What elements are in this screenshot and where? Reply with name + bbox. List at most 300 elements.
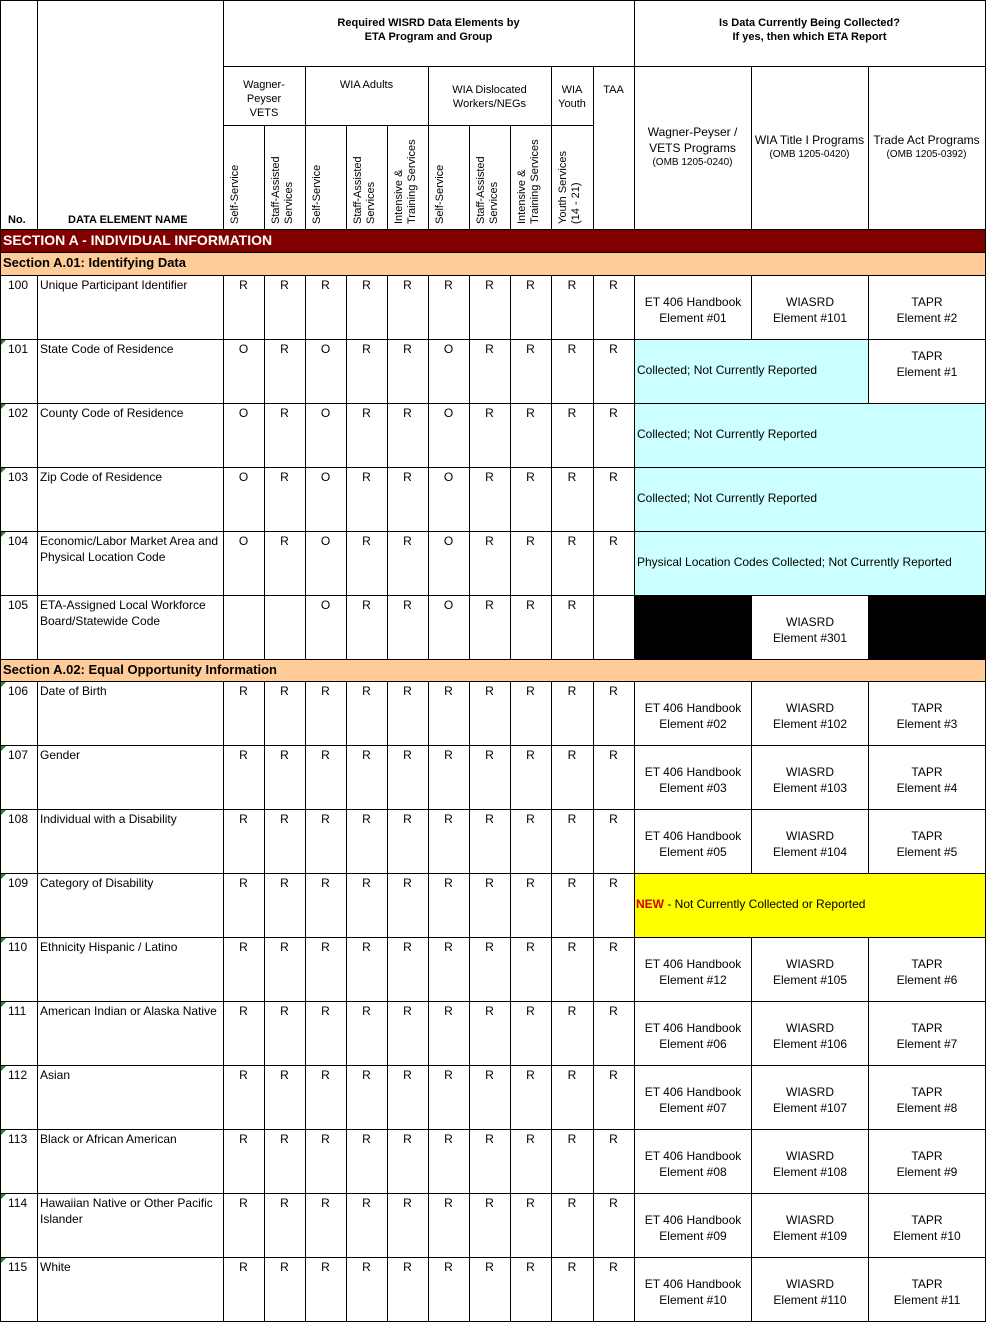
report-reference: WIASRD Element #103: [772, 764, 848, 795]
grid-line-v: [634, 595, 635, 660]
grid-line-v: [37, 873, 38, 938]
requirement-code: R: [280, 534, 289, 548]
grid-line-v: [346, 125, 347, 230]
grid-line-v: [868, 1193, 869, 1258]
grid-line-v: [593, 275, 594, 340]
grid-line-v: [751, 681, 752, 746]
grid-line-v: [37, 275, 38, 340]
comment-indicator: [1, 532, 6, 537]
grid-line-v: [428, 1129, 429, 1194]
row-number: 108: [8, 812, 29, 826]
required-elements-title: Required WISRD Data Elements by ETA Program and Group: [337, 17, 520, 43]
requirement-code: R: [321, 940, 330, 954]
service-subcolumn-header: Self-Service: [229, 164, 241, 224]
grid-line-v: [551, 595, 552, 660]
grid-line-v: [387, 595, 388, 660]
grid-line-v: [868, 1065, 869, 1130]
requirement-code: R: [362, 406, 371, 420]
report-reference: WIASRD Element #109: [772, 1212, 848, 1243]
grid-line-v: [387, 339, 388, 404]
grid-line-v: [387, 1257, 388, 1322]
grid-line-v: [551, 937, 552, 1002]
requirement-code: R: [485, 598, 494, 612]
requirement-code: R: [567, 278, 577, 292]
requirement-code: R: [444, 876, 453, 890]
requirement-code: R: [526, 1004, 535, 1018]
data-element-name: Ethnicity Hispanic / Latino: [40, 940, 178, 954]
requirement-code: R: [403, 598, 412, 612]
data-element-name: Individual with a Disability: [40, 812, 177, 826]
requirement-code: R: [403, 940, 412, 954]
requirement-code: R: [609, 812, 618, 826]
grid-line-v: [387, 1193, 388, 1258]
grid-line-h: [0, 809, 986, 810]
grid-line-h: [0, 275, 986, 276]
requirement-code: R: [526, 534, 535, 548]
grid-line-v: [751, 1193, 752, 1258]
grid-line-v: [428, 745, 429, 810]
grid-line-v: [346, 403, 347, 468]
requirement-code: R: [526, 406, 535, 420]
requirement-code: R: [567, 342, 577, 356]
comment-indicator: [1, 1258, 6, 1263]
requirement-code: R: [485, 940, 494, 954]
grid-line-v: [37, 595, 38, 660]
service-subcolumn-header: Staff-Assisted Services: [270, 156, 295, 224]
grid-line-v: [510, 1193, 511, 1258]
data-element-name: Unique Participant Identifier: [40, 278, 188, 292]
grid-line-v: [264, 125, 265, 230]
grid-line-v: [264, 681, 265, 746]
grid-line-h: [0, 1129, 986, 1130]
grid-line-v: [551, 531, 552, 596]
grid-line-v: [223, 1257, 224, 1322]
grid-line-v: [387, 1129, 388, 1194]
row-number: 114: [8, 1196, 28, 1210]
requirement-code: R: [485, 470, 494, 484]
grid-line-h: [0, 1321, 986, 1322]
grid-line-v: [510, 467, 511, 532]
grid-line-v: [510, 873, 511, 938]
requirement-code: R: [321, 1132, 330, 1146]
requirement-code: R: [362, 598, 371, 612]
grid-line-v: [428, 937, 429, 1002]
grid-line-h: [0, 252, 986, 253]
grid-line-v: [868, 937, 869, 1002]
requirement-code: R: [362, 470, 371, 484]
grid-line-v: [223, 681, 224, 746]
grid-line-v: [305, 1001, 306, 1066]
data-element-name: Category of Disability: [40, 876, 154, 890]
grid-line-v: [305, 1257, 306, 1322]
grid-line-h: [0, 873, 986, 874]
grid-line-v: [387, 809, 388, 874]
grid-line-v: [634, 1065, 635, 1130]
grid-line-v: [510, 275, 511, 340]
collected-status: Collected; Not Currently Reported: [637, 491, 818, 505]
requirement-code: R: [485, 1196, 494, 1210]
grid-line-v: [469, 681, 470, 746]
grid-line-v: [305, 809, 306, 874]
requirement-code: R: [403, 470, 412, 484]
requirement-code: R: [485, 534, 494, 548]
report-reference: ET 406 Handbook Element #12: [644, 956, 742, 987]
grid-line-v: [868, 275, 869, 340]
grid-line-v: [428, 467, 429, 532]
requirement-code: R: [609, 940, 618, 954]
service-subcolumn-header: Staff-Assisted Services: [475, 156, 500, 224]
grid-line-v: [510, 809, 511, 874]
grid-line-v: [634, 873, 635, 938]
requirement-code: R: [321, 1004, 330, 1018]
grid-line-h: [0, 1193, 986, 1194]
grid-line-v: [387, 403, 388, 468]
grid-line-v: [305, 1129, 306, 1194]
grid-line-v: [264, 1129, 265, 1194]
grid-line-v: [428, 595, 429, 660]
service-subcolumn-header: Staff-Assisted Services: [352, 156, 377, 224]
subsection-a01-title: Section A.01: Identifying Data: [3, 255, 186, 270]
grid-line-v: [469, 1257, 470, 1322]
grid-line-v: [428, 531, 429, 596]
grid-line-v: [634, 531, 635, 596]
grid-line-v: [264, 809, 265, 874]
grid-line-v: [469, 125, 470, 230]
requirement-code: R: [362, 876, 371, 890]
requirement-code: R: [609, 342, 618, 356]
report-column-header: Wagner-Peyser / VETS Programs (OMB 1205-0240): [647, 125, 738, 168]
grid-line-v: [593, 745, 594, 810]
requirement-code: R: [280, 1004, 289, 1018]
report-reference: WIASRD Element #301: [772, 614, 848, 645]
requirement-code: R: [485, 1132, 494, 1146]
grid-line-v: [223, 1129, 224, 1194]
grid-line-v: [469, 403, 470, 468]
currently-collected-title: Is Data Currently Being Collected? If yes, then which ETA Report: [719, 17, 900, 43]
grid-line-h: [0, 339, 986, 340]
grid-line-v: [510, 339, 511, 404]
grid-line-v: [510, 1129, 511, 1194]
grid-line-h: [0, 531, 986, 532]
data-element-name: State Code of Residence: [40, 342, 174, 356]
requirement-code: R: [239, 940, 248, 954]
row-number: 102: [8, 406, 29, 420]
requirement-code: R: [403, 278, 412, 292]
grid-line-v: [223, 1193, 224, 1258]
grid-line-v: [510, 403, 511, 468]
grid-line-v: [264, 745, 265, 810]
requirement-code: R: [567, 1068, 577, 1082]
grid-line-v: [593, 681, 594, 746]
grid-line-v: [223, 0, 224, 230]
requirement-code: R: [403, 748, 412, 762]
requirement-code: R: [403, 1004, 412, 1018]
grid-line-v: [510, 681, 511, 746]
grid-line-v: [223, 275, 224, 340]
grid-line-v: [510, 125, 511, 230]
new-description: - Not Currently Collected or Reported: [664, 897, 866, 911]
row-number: 106: [8, 684, 29, 698]
requirement-code: R: [567, 598, 577, 612]
requirement-code: O: [443, 470, 454, 484]
grid-line-v: [634, 937, 635, 1002]
row-number: 104: [8, 534, 29, 548]
report-reference: TAPR Element #6: [896, 956, 958, 987]
data-element-name: Hawaiian Native or Other Pacific Islander: [40, 1196, 213, 1226]
grid-line-v: [264, 1257, 265, 1322]
requirement-code: R: [526, 1132, 535, 1146]
requirement-code: R: [526, 1196, 535, 1210]
grid-line-v: [387, 531, 388, 596]
grid-line-v: [593, 403, 594, 468]
grid-line-v: [387, 125, 388, 230]
grid-line-v: [37, 681, 38, 746]
grid-line-v: [264, 1193, 265, 1258]
requirement-code: O: [320, 470, 331, 484]
grid-line-v: [37, 0, 38, 230]
grid-line-v: [751, 275, 752, 340]
requirement-code: R: [239, 876, 248, 890]
grid-line-v: [428, 403, 429, 468]
requirement-code: R: [567, 1004, 577, 1018]
requirement-code: R: [485, 278, 494, 292]
grid-line-v: [593, 809, 594, 874]
grid-line-v: [469, 937, 470, 1002]
requirement-code: O: [238, 406, 249, 420]
requirement-code: R: [567, 1132, 577, 1146]
table-border-left: [0, 0, 1, 1322]
comment-indicator: [1, 938, 6, 943]
grid-line-v: [264, 1065, 265, 1130]
row-number: 110: [8, 940, 28, 954]
requirement-code: R: [403, 342, 412, 356]
grid-line-v: [346, 809, 347, 874]
requirement-code: R: [609, 1068, 618, 1082]
collected-status: Collected; Not Currently Reported: [637, 427, 818, 441]
grid-line-v: [264, 275, 265, 340]
requirement-code: R: [239, 1260, 248, 1274]
program-group-header: WIA Dislocated Workers/NEGs: [452, 84, 527, 110]
grid-line-v: [37, 531, 38, 596]
comment-indicator: [1, 468, 6, 473]
grid-line-v: [346, 531, 347, 596]
grid-line-v: [305, 339, 306, 404]
grid-line-v: [469, 595, 470, 660]
grid-line-v: [593, 873, 594, 938]
requirement-code: R: [321, 278, 330, 292]
requirement-code: O: [320, 534, 331, 548]
requirement-code: R: [280, 470, 289, 484]
grid-line-v: [346, 937, 347, 1002]
requirement-code: O: [443, 342, 454, 356]
requirement-code: R: [526, 278, 535, 292]
grid-line-v: [37, 1129, 38, 1194]
row-number: 101: [8, 342, 29, 356]
grid-line-v: [264, 403, 265, 468]
row-number: 113: [8, 1132, 28, 1146]
grid-line-v: [634, 1257, 635, 1322]
grid-line-v: [510, 1065, 511, 1130]
comment-indicator: [1, 874, 6, 879]
grid-line-v: [346, 1065, 347, 1130]
grid-line-v: [387, 1065, 388, 1130]
requirement-code: R: [403, 1260, 412, 1274]
grid-line-v: [305, 937, 306, 1002]
requirement-code: R: [362, 1196, 371, 1210]
grid-line-v: [387, 681, 388, 746]
grid-line-v: [751, 1257, 752, 1322]
report-reference: WIASRD Element #107: [772, 1084, 848, 1115]
requirement-code: O: [320, 406, 331, 420]
requirement-code: R: [485, 748, 494, 762]
requirement-code: R: [444, 684, 453, 698]
grid-line-v: [593, 531, 594, 596]
requirement-code: R: [239, 748, 248, 762]
program-group-header: TAA: [603, 84, 624, 96]
report-reference: ET 406 Handbook Element #02: [644, 700, 742, 731]
program-group-header: Wagner- Peyser VETS: [243, 79, 285, 119]
grid-line-v: [868, 1129, 869, 1194]
grid-line-v: [469, 873, 470, 938]
grid-line-v: [428, 1193, 429, 1258]
requirement-code: R: [444, 1004, 453, 1018]
grid-line-v: [37, 1001, 38, 1066]
grid-line-h: [0, 681, 986, 682]
name-column-header: DATA ELEMENT NAME: [68, 214, 188, 226]
grid-line-v: [551, 1129, 552, 1194]
comment-indicator: [1, 1066, 6, 1071]
grid-line-v: [751, 1065, 752, 1130]
requirement-code: R: [362, 940, 371, 954]
data-element-name: Gender: [40, 748, 81, 762]
grid-line-v: [223, 531, 224, 596]
grid-line-v: [387, 745, 388, 810]
grid-line-v: [593, 1257, 594, 1322]
data-element-name: Asian: [40, 1068, 71, 1082]
requirement-code: R: [280, 342, 289, 356]
grid-line-v: [868, 595, 869, 660]
collected-status: Collected; Not Currently Reported: [637, 363, 818, 377]
requirement-code: R: [362, 748, 371, 762]
grid-line-v: [223, 339, 224, 404]
grid-line-v: [305, 531, 306, 596]
requirement-code: R: [321, 876, 330, 890]
grid-line-v: [868, 339, 869, 404]
grid-line-v: [593, 1065, 594, 1130]
row-number: 105: [8, 598, 29, 612]
grid-line-v: [305, 66, 306, 230]
grid-line-v: [634, 403, 635, 468]
grid-line-v: [223, 809, 224, 874]
requirement-code: R: [567, 940, 577, 954]
grid-line-v: [751, 595, 752, 660]
service-subcolumn-header: Self-Service: [311, 164, 323, 224]
report-reference: WIASRD Element #104: [772, 828, 848, 859]
grid-line-v: [634, 339, 635, 404]
grid-line-v: [751, 809, 752, 874]
grid-line-v: [305, 403, 306, 468]
row-number: 100: [8, 278, 29, 292]
requirement-code: O: [443, 598, 454, 612]
grid-line-v: [868, 681, 869, 746]
comment-indicator: [1, 1194, 6, 1199]
grid-line-v: [37, 937, 38, 1002]
requirement-code: O: [443, 406, 454, 420]
grid-line-v: [593, 1001, 594, 1066]
grid-line-v: [469, 745, 470, 810]
grid-line-v: [510, 745, 511, 810]
grid-line-v: [223, 467, 224, 532]
report-reference: TAPR Element #5: [896, 828, 958, 859]
grid-line-v: [593, 937, 594, 1002]
data-element-name: Black or African American: [40, 1132, 177, 1146]
requirement-code: R: [567, 1196, 577, 1210]
report-reference: TAPR Element #1: [896, 348, 958, 379]
grid-line-v: [428, 1065, 429, 1130]
report-reference: TAPR Element #7: [896, 1020, 958, 1051]
requirement-code: R: [239, 278, 248, 292]
not-applicable-cell: [869, 596, 985, 659]
requirement-code: R: [444, 1260, 453, 1274]
grid-line-v: [634, 1129, 635, 1194]
service-subcolumn-header: Intensive & Training Services: [516, 139, 541, 224]
row-number: 109: [8, 876, 29, 890]
comment-indicator: [1, 746, 6, 751]
grid-line-v: [264, 595, 265, 660]
grid-line-h: [0, 1065, 986, 1066]
requirement-code: R: [403, 1132, 412, 1146]
grid-line-v: [305, 681, 306, 746]
requirement-code: R: [362, 1068, 371, 1082]
grid-line-v: [305, 595, 306, 660]
grid-line-v: [469, 467, 470, 532]
row-number: 112: [8, 1068, 28, 1082]
requirement-code: R: [609, 1004, 618, 1018]
grid-line-v: [264, 531, 265, 596]
grid-line-v: [634, 467, 635, 532]
grid-line-v: [751, 66, 752, 230]
requirement-code: R: [362, 278, 371, 292]
grid-line-v: [223, 937, 224, 1002]
grid-line-v: [305, 745, 306, 810]
grid-line-v: [346, 1193, 347, 1258]
requirement-code: R: [239, 1004, 248, 1018]
requirement-code: R: [362, 1132, 371, 1146]
requirement-code: R: [362, 342, 371, 356]
grid-line-v: [346, 873, 347, 938]
grid-line-v: [593, 1193, 594, 1258]
grid-line-v: [510, 1257, 511, 1322]
requirement-code: R: [609, 1196, 618, 1210]
grid-line-h: [0, 659, 986, 660]
requirement-code: R: [403, 406, 412, 420]
requirement-code: R: [280, 876, 289, 890]
program-group-header: WIA Youth: [558, 84, 586, 110]
grid-line-v: [223, 745, 224, 810]
grid-line-v: [37, 1193, 38, 1258]
grid-line-v: [634, 681, 635, 746]
requirement-code: O: [443, 534, 454, 548]
report-reference: ET 406 Handbook Element #07: [644, 1084, 742, 1115]
grid-line-v: [428, 681, 429, 746]
requirement-code: R: [239, 1132, 248, 1146]
grid-line-v: [868, 1001, 869, 1066]
grid-line-v: [634, 0, 635, 230]
requirement-code: R: [321, 748, 330, 762]
requirement-code: R: [526, 598, 535, 612]
comment-indicator: [1, 682, 6, 687]
grid-line-v: [223, 403, 224, 468]
